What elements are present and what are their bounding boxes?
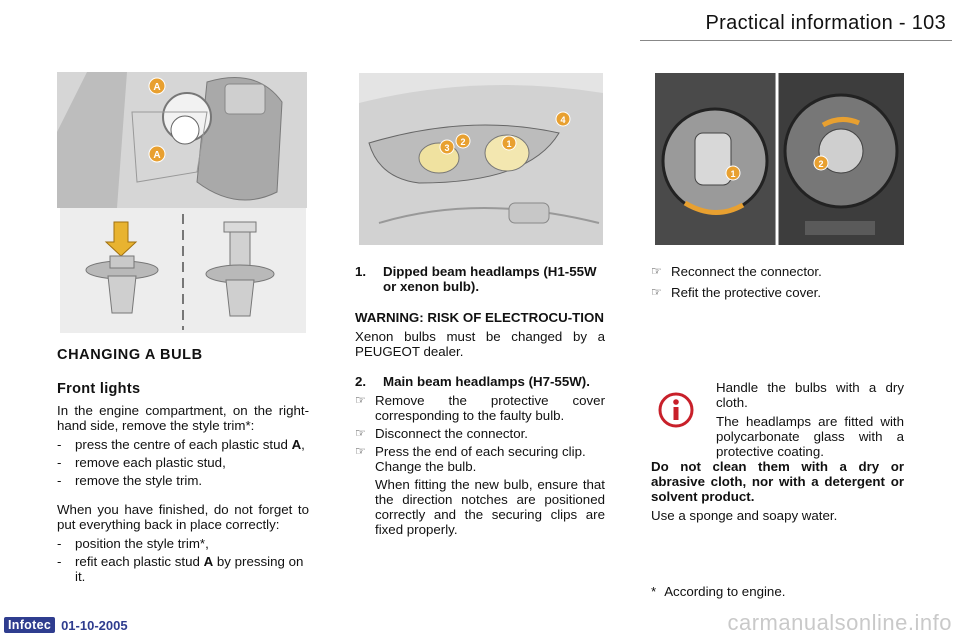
- page-footer: [4, 616, 128, 634]
- engine-compartment-illustration: [57, 72, 307, 208]
- warning-title: WARNING: RISK OF ELECTROCU-TION: [355, 310, 604, 325]
- headlamp-rear-drawing: [655, 73, 904, 245]
- removal-step: - remove the style trim.: [57, 473, 203, 488]
- callout-4: 4: [560, 115, 566, 125]
- footnote-text: According to engine.: [664, 584, 786, 599]
- refit-step: - position the style trim*,: [57, 536, 209, 551]
- infotec-logo: Infotec: [4, 617, 55, 633]
- column-middle: [355, 264, 605, 541]
- final-step: ☞ Reconnect the connector.: [651, 264, 822, 279]
- plastic-stud-drawing: [60, 208, 306, 333]
- info-p2-start: The headlamps are fitted with polycarbonate glass with a protective coating.: [716, 414, 904, 459]
- info-p3: Use a sponge and soapy water.: [651, 508, 838, 523]
- column-right: [651, 264, 904, 303]
- rear-callout-2: 2: [818, 159, 824, 169]
- plastic-stud-illustration: [60, 208, 306, 333]
- info-note: [651, 380, 904, 527]
- edition-date: 01-10-2005: [61, 617, 128, 633]
- removal-step: - press the centre of each plastic stud A,: [57, 437, 305, 452]
- procedure-note: When fitting the new bulb, ensure that the direction notches are positioned correctly and the securing clips are fixed properly.: [375, 477, 605, 537]
- callout-2: 2: [460, 137, 466, 147]
- callout-3: 3: [444, 143, 450, 153]
- procedure-step: ☞ Disconnect the connector.: [355, 426, 529, 441]
- refit-steps: [57, 536, 309, 584]
- procedure-step: ☞ Press the end of each securing clip. Change the bulb.: [355, 444, 586, 474]
- page-header: [706, 12, 946, 35]
- refit-paragraph: When you have finished, do not forget to put everything back in place correctly:: [57, 502, 309, 532]
- dipped-beam-item: 1. Dipped beam headlamps (H1-55W or xenon bulb).: [355, 264, 597, 294]
- header-rule: [640, 40, 952, 41]
- info-p2: [651, 414, 904, 504]
- info-p1: Handle the bulbs with a dry cloth.: [716, 380, 904, 410]
- headlamp-rear-illustration: [655, 73, 904, 245]
- headlamp-drawing: [359, 73, 603, 245]
- intro-paragraph: In the engine compartment, on the right-hand side, remove the style trim*:: [57, 403, 309, 433]
- section-heading: CHANGING A BULB: [57, 347, 203, 363]
- headlamp-illustration: [359, 73, 603, 245]
- final-step: ☞ Refit the protective cover.: [651, 285, 822, 300]
- main-beam-item: 2. Main beam headlamps (H7-55W).: [355, 374, 590, 389]
- watermark: carmanualsonline.info: [727, 610, 952, 635]
- column-left: [57, 348, 309, 587]
- callout-a-top: A: [153, 82, 161, 93]
- header-separator: -: [898, 12, 906, 34]
- page-number: 103: [911, 12, 946, 34]
- section-title: Practical information: [705, 12, 894, 34]
- rear-callout-1: 1: [730, 169, 736, 179]
- procedure-step: ☞ Remove the protective cover corresponding to the faulty bulb.: [355, 393, 605, 423]
- removal-steps: [57, 437, 309, 488]
- footnote: [651, 584, 904, 599]
- removal-step: - remove each plastic stud,: [57, 455, 226, 470]
- front-lights-heading: Front lights: [57, 381, 141, 397]
- refit-step: - refit each plastic stud A by pressing on it.: [57, 554, 304, 584]
- warning-text: Xenon bulbs must be changed by a PEUGEOT dealer.: [355, 329, 605, 359]
- info-p2-bold: Do not clean them with a dry or abrasive cloth, nor with a detergent or solvent product.: [651, 459, 904, 504]
- engine-compartment-drawing: [57, 72, 307, 208]
- footnote-mark: *: [651, 584, 657, 599]
- callout-1: 1: [506, 139, 512, 149]
- callout-a-bottom: A: [153, 150, 161, 161]
